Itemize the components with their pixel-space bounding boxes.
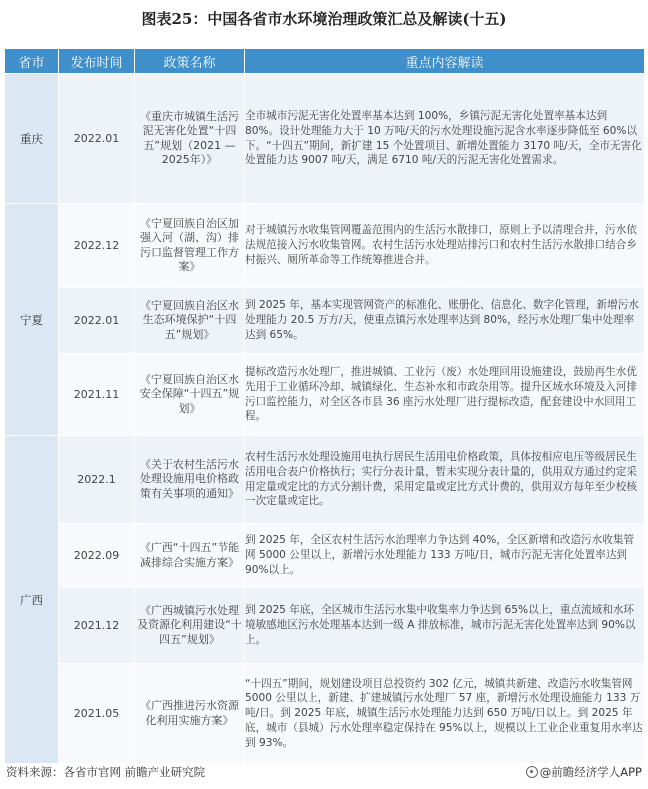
key-points-cell: 对于城镇污水收集管网覆盖范围内的生活污水散排口，原则上予以清理合并，污水依法规范接入污水收集管网。农村生活污水处理站排污口和农村生活污水散排口结合乡村振兴、厕所革命等工作统筹推进合并。: [245, 204, 645, 288]
header-province: 省市: [5, 49, 59, 74]
policy-name-cell: 《重庆市城镇生活污泥无害化处置“十四五”规划（2021 — 2025年）》: [135, 74, 245, 204]
date-cell: 2021.12: [59, 588, 135, 664]
policy-name-cell: 《广西推进污水资源化利用实施方案》: [135, 664, 245, 764]
date-cell: 2022.01: [59, 74, 135, 204]
date-cell: 2021.05: [59, 664, 135, 764]
date-cell: 2022.09: [59, 524, 135, 588]
brand-label: @前瞻经济学人APP: [539, 765, 642, 779]
policy-name-cell: 《宁夏回族自治区水安全保障“十四五”规划》: [135, 354, 245, 436]
date-cell: 2022.01: [59, 288, 135, 354]
table-row: [5, 354, 645, 436]
key-points-cell: 农村生活污水处理设施用电执行居民生活用电价格政策，具体按相应电压等级居民生活用电合表户价格执行；实行分表计量，暂未实现分表计量的，供用双方通过约定采用定量或定比的方式分割计费，采用定量或定比方式计费的，供用双方每年至少校核一次定量或定比。: [245, 436, 645, 524]
header-key-points: 重点内容解读: [245, 49, 645, 74]
date-cell: 2021.11: [59, 354, 135, 436]
date-cell: 2022.12: [59, 204, 135, 288]
policy-name-cell: 《广西城镇污水处理及资源化利用建设“十四五”规划》: [135, 588, 245, 664]
header-date: 发布时间: [59, 49, 135, 74]
key-points-cell: “十四五”期间，规划建设项目总投资约 302 亿元，城镇共新建、改造污水收集管网 5000 公里以上，新建、扩建城镇污水处理厂 57 座，新增污水处理设施能力 133 万吨/日。到 2025 年底，城镇生活污水处理能力达到 650 万吨/日以上。到 2025 年底，城市（县城）污水处理率稳定保持在 95%以上，规模以上工业企业重复用水率达到 93%。: [245, 664, 645, 764]
brand-logo-icon: [526, 766, 538, 778]
table-row: [5, 664, 645, 764]
province-cell: 广西: [5, 436, 59, 764]
key-points-cell: 到 2025 年，基本实现管网资产的标准化、账册化、信息化、数字化管理，新增污水处理能力 20.5 万方/天，使重点镇污水处理率达到 80%，经污水处理厂集中处理率达到 65%。: [245, 288, 645, 354]
province-cell: 重庆: [5, 74, 59, 204]
policy-name-cell: 《宁夏回族自治区水生态环境保护“十四五”规划》: [135, 288, 245, 354]
source-note: 资料来源：各省市官网 前瞻产业研究院: [6, 765, 206, 779]
policy-name-cell: 《广西“十四五”节能减排综合实施方案》: [135, 524, 245, 588]
key-points-cell: 到 2025 年底，全区城市生活污水集中收集率力争达到 65%以上，重点流域和水环境敏感地区污水处理基本达到一级 A 排放标准，城市污泥无害化处置率达到 90%以上。: [245, 588, 645, 664]
table-row: [5, 524, 645, 588]
table-row: [5, 74, 645, 204]
table-row: [5, 436, 645, 524]
key-points-cell: 到 2025 年，全区农村生活污水治理率力争达到 40%，全区新增和改造污水收集管网 5000 公里以上，新增污水处理能力 133 万吨/日，城市污泥无害化处置率达到 90%以上。: [245, 524, 645, 588]
header-policy-name: 政策名称: [135, 49, 245, 74]
policy-name-cell: 《关于农村生活污水处理设施用电价格政策有关事项的通知》: [135, 436, 245, 524]
date-cell: 2022.1: [59, 436, 135, 524]
policy-table: [4, 48, 645, 764]
brand-credit: [526, 764, 642, 780]
key-points-cell: 提标改造污水处理厂，推进城镇、工业污（废）水处理回用设施建设，鼓励再生水优先用于工业循环冷却、城镇绿化、生态补水和市政杂用等。提升区域水环境及入河排污口监控能力，对全区各市县 36 座污水处理厂进行提标改造，配套建设中水回用工程。: [245, 354, 645, 436]
table-row: [5, 588, 645, 664]
table-row: [5, 288, 645, 354]
table-row: [5, 204, 645, 288]
chart-title: 图表25：中国各省市水环境治理政策汇总及解读(十五): [141, 10, 507, 28]
table-header-row: [5, 49, 645, 74]
key-points-cell: 全市城市污泥无害化处置率基本达到 100%，乡镇污泥无害化处置率基本达到 80%。设计处理能力大于 10 万吨/天的污水处理设施污泥含水率逐步降低至 60%以下。“十四五”期间，新扩建 15 个处置项目、新增处置能力 3170 吨/天，全市无害化处置能力达 9007 吨/天，满足 6710 吨/天的污泥无害化处置需求。: [245, 74, 645, 204]
policy-name-cell: 《宁夏回族自治区加强入河（湖、沟）排污口监督管理工作方案》: [135, 204, 245, 288]
province-cell: 宁夏: [5, 204, 59, 436]
